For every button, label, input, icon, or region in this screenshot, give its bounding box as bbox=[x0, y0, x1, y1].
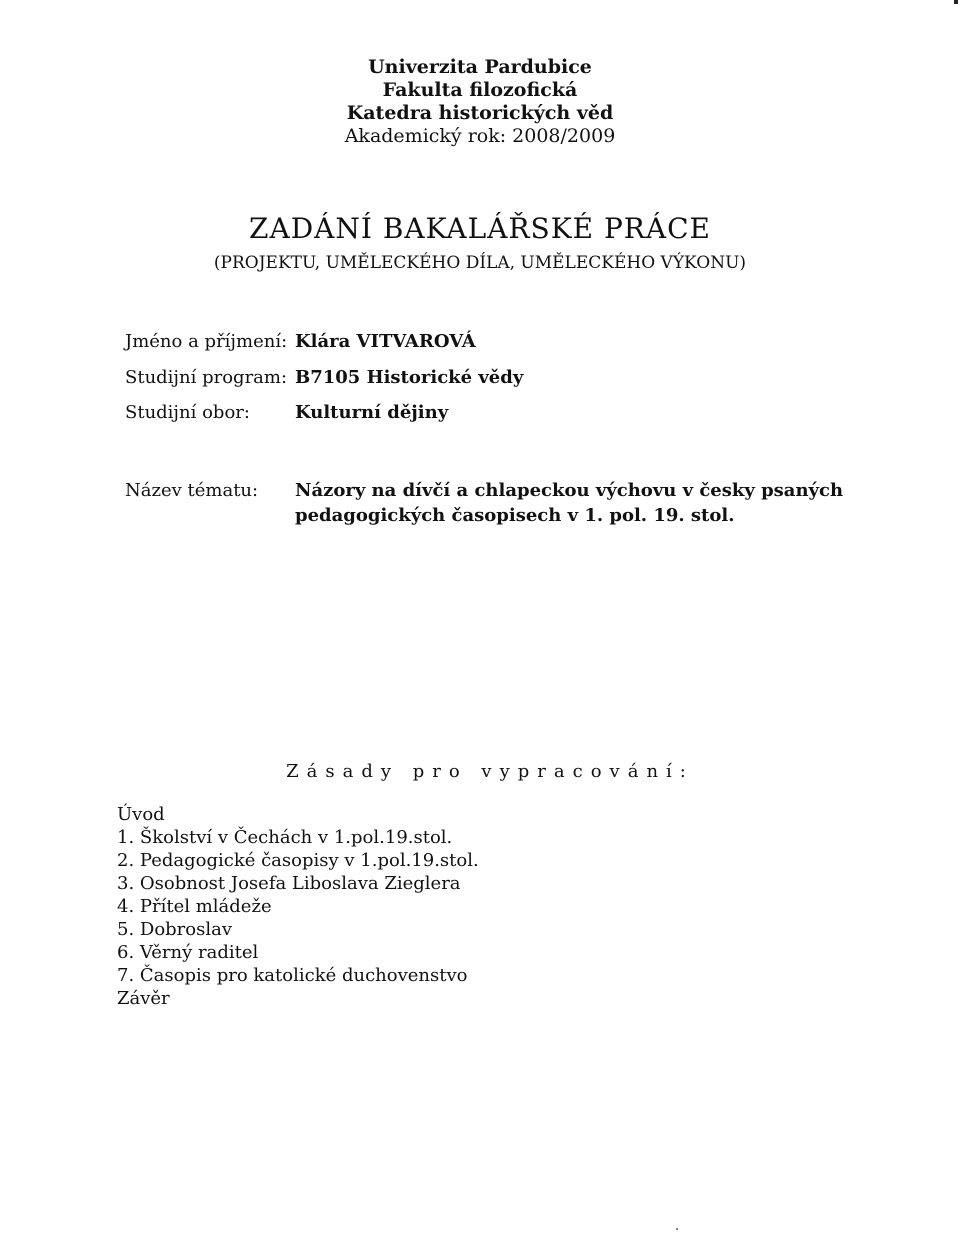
scan-speck bbox=[676, 1228, 678, 1230]
topic-value: Názory na dívčí a chlapeckou výchovu v česky psaných pedagogických časopisech v 1. pol. 19. stol. bbox=[295, 480, 844, 526]
outline-item: 4. Přítel mládeže bbox=[117, 896, 272, 917]
outline-item: 2. Pedagogické časopisy v 1.pol.19.stol. bbox=[117, 850, 479, 871]
topic-label: Název tématu: bbox=[125, 480, 259, 501]
department-name: Katedra historických věd bbox=[346, 102, 614, 124]
scan-speck bbox=[954, 0, 958, 4]
outline-list bbox=[117, 803, 479, 1010]
university-name: Univerzita Pardubice bbox=[368, 56, 592, 78]
document-header bbox=[0, 56, 960, 148]
document-subtitle: (PROJEKTU, UMĚLECKÉHO DÍLA, UMĚLECKÉHO VÝKONU) bbox=[213, 253, 747, 273]
name-label: Jméno a příjmení: bbox=[125, 331, 288, 352]
outline-item: Závěr bbox=[117, 988, 170, 1009]
outline-item: 5. Dobroslav bbox=[117, 919, 233, 940]
outline-item: 3. Osobnost Josefa Liboslava Zieglera bbox=[117, 873, 461, 894]
faculty-name: Fakulta filozofická bbox=[382, 79, 578, 101]
zasady-heading: Zásady pro vypracování: bbox=[286, 761, 694, 782]
outline-item: Úvod bbox=[117, 804, 165, 825]
program-value: B7105 Historické vědy bbox=[295, 367, 524, 388]
name-value: Klára VITVAROVÁ bbox=[295, 331, 476, 352]
outline-item: 7. Časopis pro katolické duchovenstvo bbox=[117, 965, 468, 986]
outline-item: 1. Školství v Čechách v 1.pol.19.stol. bbox=[117, 827, 453, 848]
obor-value: Kulturní dějiny bbox=[295, 402, 449, 423]
obor-label: Studijní obor: bbox=[125, 402, 250, 423]
document-title: ZADÁNÍ BAKALÁŘSKÉ PRÁCE bbox=[249, 212, 711, 245]
program-label: Studijní program: bbox=[125, 367, 288, 388]
academic-year: Akademický rok: 2008/2009 bbox=[344, 125, 616, 147]
outline-item: 6. Věrný raditel bbox=[117, 942, 259, 963]
